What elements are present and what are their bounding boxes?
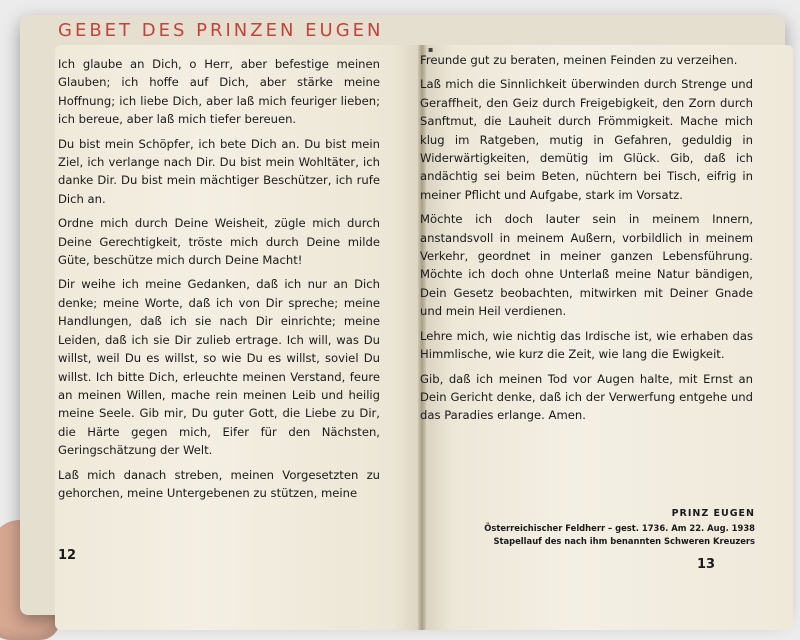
paragraph: Laß mich die Sinnlichkeit überwinden durch Strenge und Geraffheit, den Geiz durch Freigebigkeit, den Zorn durch Sanftmut, die Lauheit durch Frömmigkeit. Mache mich klug im Ratgeben, mutig in Gefahren, geduldig in Widerwärtigkeiten, demütig im Glück. Gib, daß ich andächtig sei beim Beten, nüchtern bei Tisch, eifrig in meiner Pflicht und Aufgabe, stark im Vorsatz. — [420, 77, 753, 202]
prayer-title: GEBET DES PRINZEN EUGEN — [58, 20, 384, 41]
caption-line: Stapellauf des nach ihm benannten Schweren Kreuzers — [493, 536, 755, 546]
paragraph: Du bist mein Schöpfer, ich bete Dich an. Du bist mein Ziel, ich verlange nach Dir. Du bist mein Wohltäter, ich danke Dir. Du bist mein mächtiger Beschützer, ich rufe Dich an. — [58, 136, 380, 206]
signature-name: PRINZ EUGEN — [671, 508, 755, 519]
paragraph: Möchte ich doch lauter sein in meinem Innern, anstandsvoll in meinem Außern, vorbildlich in meinem Verkehr, geordnet in meiner ganzen Lebensführung. Möchte ich doch ohne Unterlaß meine Natur bändigen, Dein Gesetz beobachten, mitwirken mit Deiner Gnade und mein Heil verdienen. — [420, 212, 753, 319]
paragraph: Ordne mich durch Deine Weisheit, zügle mich durch Deine Gerechtigkeit, tröste mich durch Deine milde Güte, beschütze mich durch Deine Macht! — [58, 216, 380, 268]
page-number-right: 13 — [697, 557, 716, 572]
left-page-text — [58, 55, 380, 508]
paragraph: Gib, daß ich meinen Tod vor Augen halte, mit Ernst an Dein Gericht denke, daß ich der Verwerfung entgehe und das Paradies erlange. Amen. — [420, 371, 753, 423]
paragraph: Dir weihe ich meine Gedanken, daß ich nur an Dich denke; meine Worte, daß ich von Dir spreche; meine Handlungen, daß ich sie nach Dir einrichte; meine Leiden, daß ich sie Dir zulieb ertrage. Ich will, was Du willst, weil Du es willst, so wie Du es willst, soviel Du willst. Ich bitte Dich, erleuchte meinen Verstand, feure an meinen Willen, mache rein meinen Leib und heilig meine Seele. Gib mir, Du guter Gott, die Liebe zu Dir, die Härte gegen mich, Eifer für den Nächsten, Geringschätzung der Welt. — [58, 277, 380, 458]
page-number-left: 12 — [58, 548, 77, 563]
paragraph: Lehre mich, wie nichtig das Irdische ist, wie erhaben das Himmlische, wie kurz die Zeit, wie lang die Ewigkeit. — [420, 328, 753, 362]
paragraph: Ich glaube an Dich, o Herr, aber befestige meinen Glauben; ich hoffe auf Dich, aber stärke meine Hoffnung; ich liebe Dich, aber laß mich feuriger lieben; ich bereue, aber laß mich tiefer bereuen. — [58, 57, 380, 127]
signature-block — [470, 508, 755, 548]
print-mark: ▪ — [428, 45, 434, 54]
paragraph: Laß mich danach streben, meinen Vorgesetzten zu gehorchen, meine Untergebenen zu stützen, meine — [58, 467, 380, 500]
paragraph: Freunde gut zu beraten, meinen Feinden zu verzeihen. — [420, 53, 738, 67]
right-page-text — [420, 51, 753, 431]
caption-line: Österreichischer Feldherr – gest. 1736. Am 22. Aug. 1938 — [484, 523, 755, 533]
